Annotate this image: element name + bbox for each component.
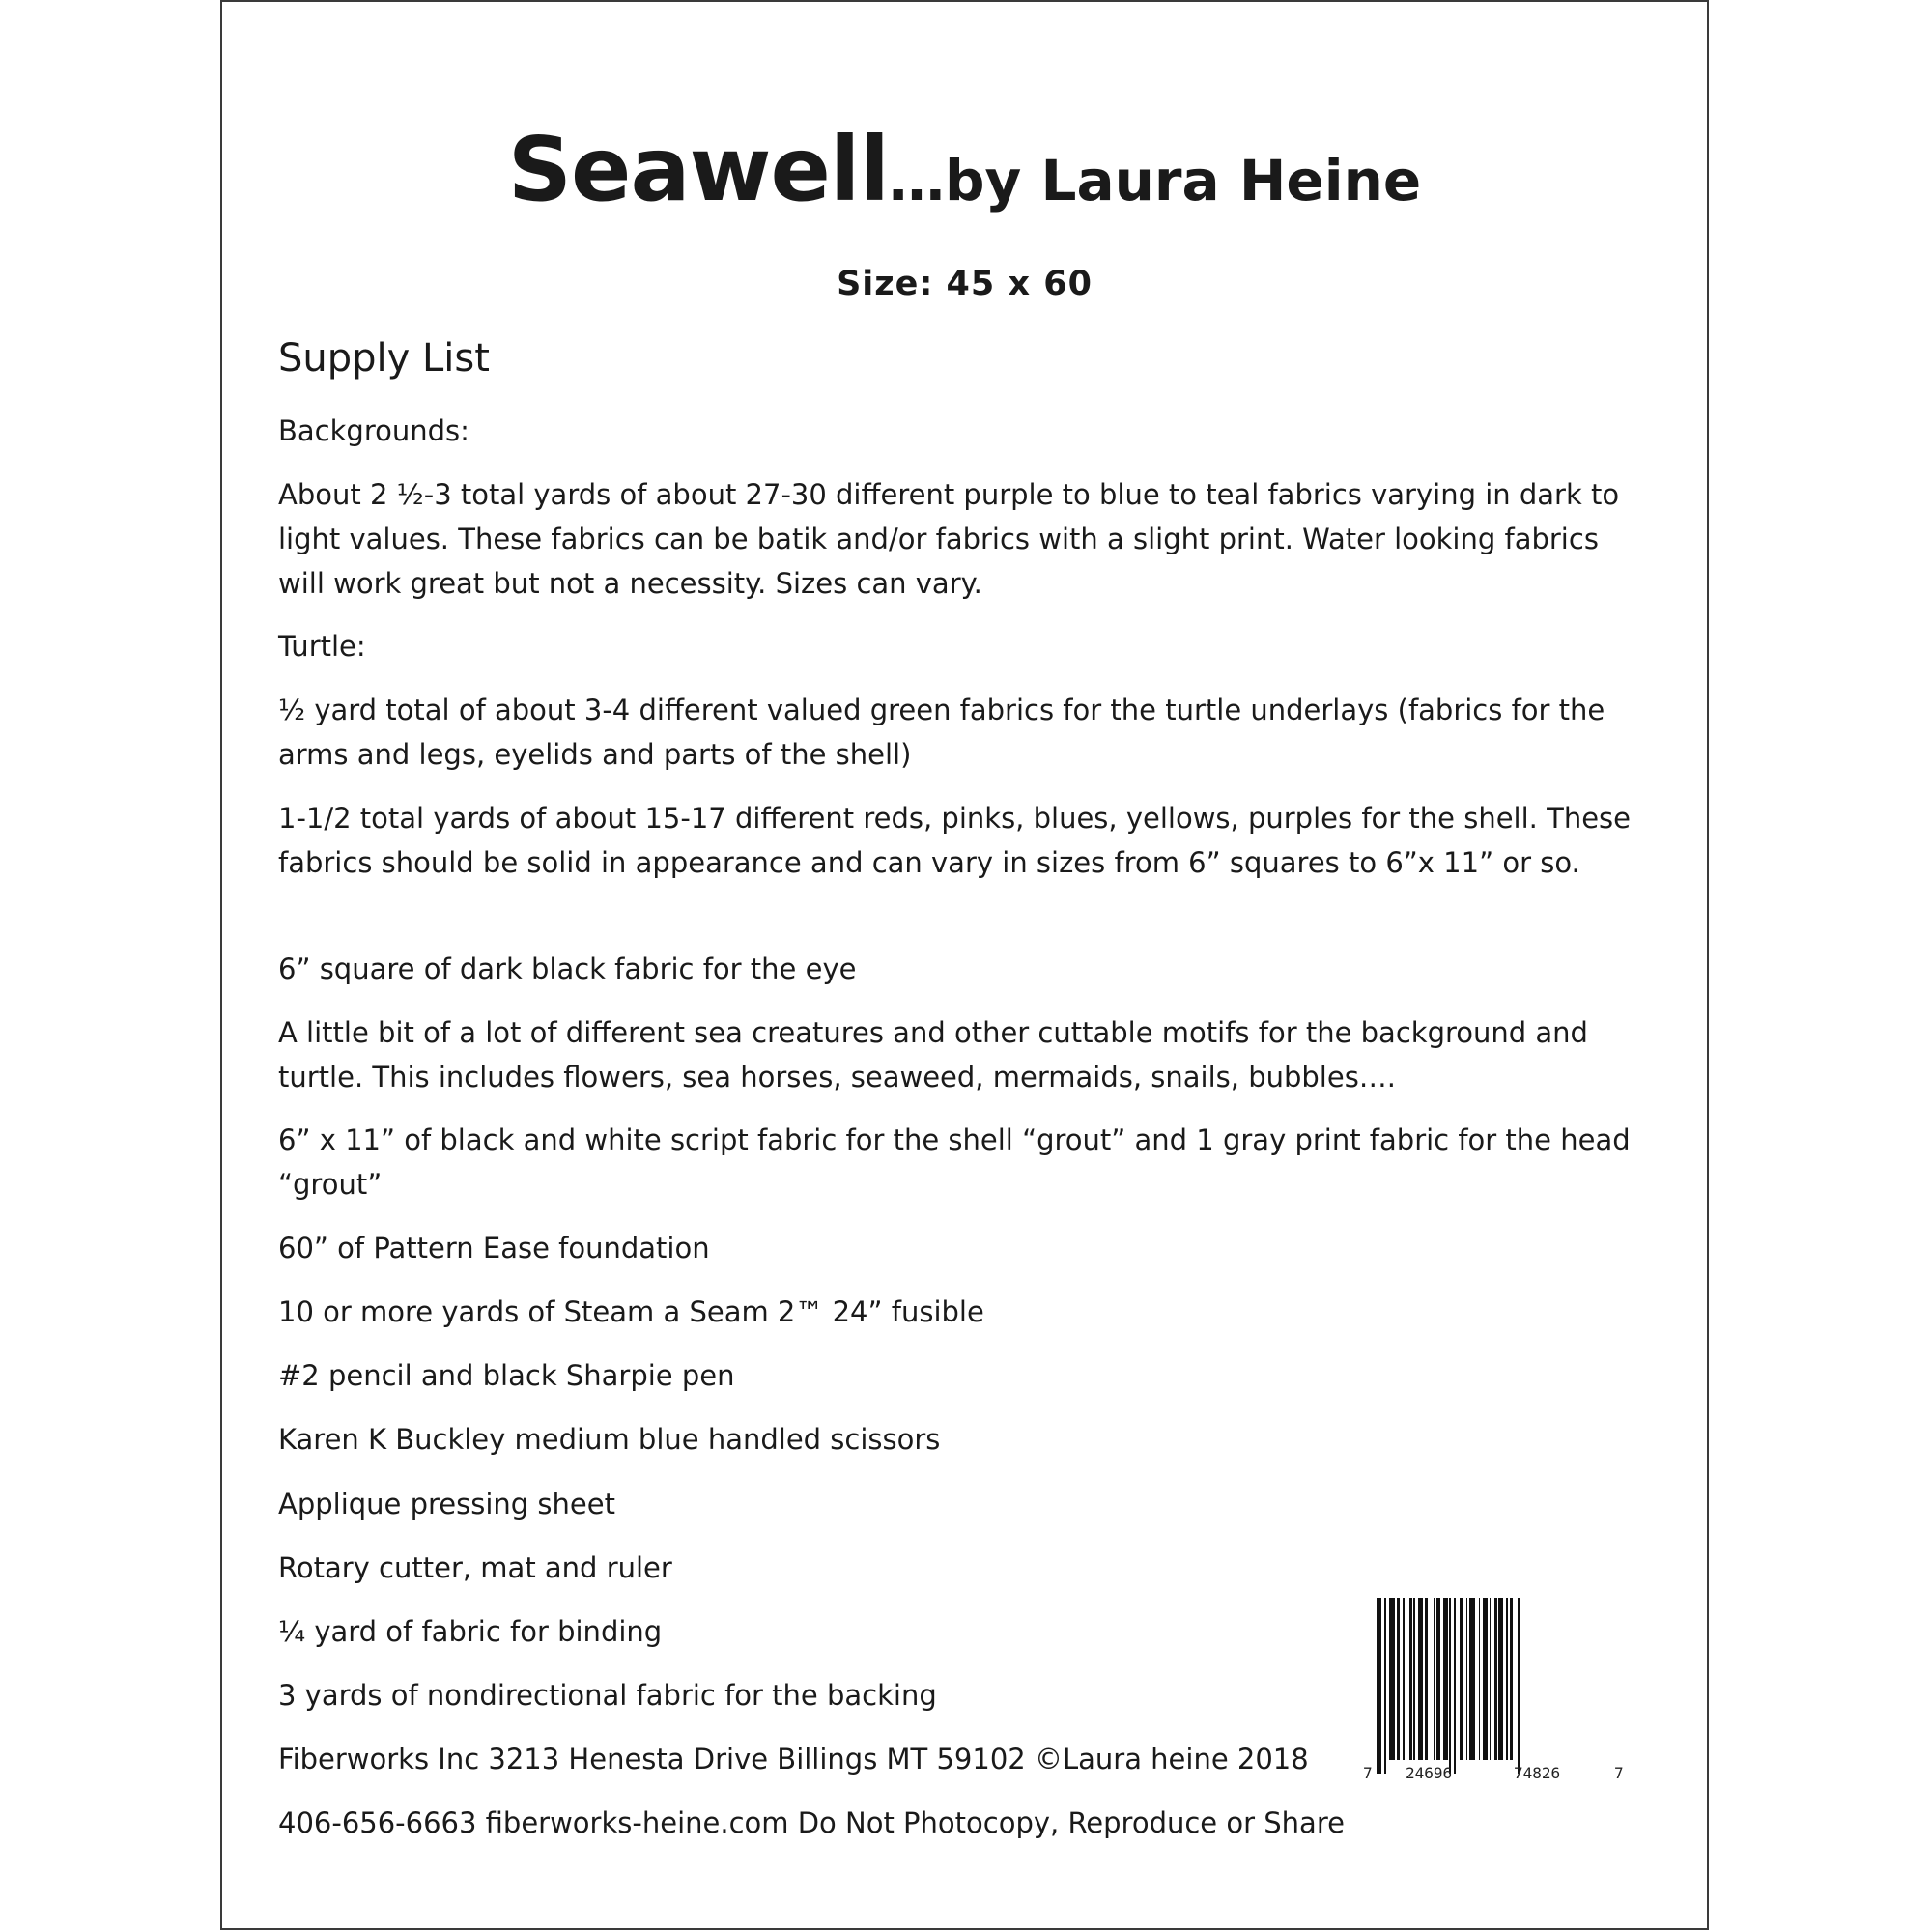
barcode-bar [1498,1598,1503,1760]
barcode-bar [1510,1598,1513,1760]
barcode-bar [1377,1598,1381,1774]
barcode-bar [1403,1598,1405,1760]
upc-barcode [1363,1598,1624,1782]
barcode-bar [1483,1598,1488,1760]
barcode-bar [1434,1598,1435,1760]
supply-item-binding: ¼ yard of fabric for binding [278,1615,663,1648]
barcode-first-digit: 7 [1363,1764,1373,1782]
supply-item-motifs: A little bit of a lot of different sea creatures and other cuttable motifs for the background and turtle. This includes flowers, sea horses, seaweed, mermaids, snails, bubbles…. [278,1016,1588,1094]
barcode-bar [1460,1598,1463,1760]
barcode-check-digit: 7 [1614,1764,1624,1782]
barcode-bar [1389,1598,1395,1760]
supply-item-pencil: #2 pencil and black Sharpie pen [278,1359,735,1392]
barcode-bar [1413,1598,1415,1760]
supply-item-turtle-underlays: ½ yard total of about 3-4 different valued green fabrics for the turtle underlays (fabrics for the arms and legs, eyelids and parts of the shell) [278,694,1605,771]
barcode-bar [1443,1598,1448,1760]
barcode-bar [1409,1598,1412,1760]
supply-item-scissors: Karen K Buckley medium blue handled scissors [278,1423,941,1456]
barcode-bar [1449,1598,1451,1774]
pattern-author: …by Laura Heine [888,148,1422,213]
barcode-bar [1469,1598,1475,1760]
publisher-address: Fiberworks Inc 3213 Henesta Drive Billings MT 59102 ©Laura heine 2018 [278,1743,1309,1776]
barcode-bar [1494,1598,1497,1760]
supply-item-backing: 3 yards of nondirectional fabric for the backing [278,1679,937,1712]
supply-item-foundation: 60” of Pattern Ease foundation [278,1232,710,1264]
barcode-bar [1384,1598,1386,1774]
supply-item-shell-fabrics: 1-1/2 total yards of about 15-17 different reds, pinks, blues, yellows, purples for the shell. These fabrics should be solid in appearance and can vary in sizes from 6” squares to 6”x 11” or so. [278,802,1631,879]
barcode-bar [1425,1598,1428,1760]
supply-item-pressing-sheet: Applique pressing sheet [278,1488,615,1520]
supply-list-heading: Supply List [278,336,490,381]
barcode-right-digits: 74826 [1514,1764,1561,1782]
supply-item-eye: 6” square of dark black fabric for the eye [278,952,857,985]
barcode-bar [1418,1598,1423,1760]
pattern-title [222,118,1707,221]
backgrounds-label: Backgrounds: [278,414,469,447]
barcode-bar [1466,1598,1468,1760]
pattern-back-cover [220,0,1709,1930]
barcode-bar [1479,1598,1481,1760]
supply-item-grout: 6” x 11” of black and white script fabric for the shell “grout” and 1 gray print fabric for the head “grout” [278,1123,1631,1201]
backgrounds-text: About 2 ½-3 total yards of about 27-30 different purple to blue to teal fabrics varying in dark to light values. These fabrics can be batik and/or fabrics with a slight print. Water looking fabrics will work great but not a necessity. Sizes can vary. [278,478,1620,600]
quilt-size: Size: 45 x 60 [837,265,1093,303]
supply-item-rotary-cutter: Rotary cutter, mat and ruler [278,1551,672,1584]
barcode-bar [1506,1598,1508,1760]
supply-item-fusible: 10 or more yards of Steam a Seam 2™ 24” fusible [278,1295,984,1328]
barcode-bar [1454,1598,1456,1774]
publisher-contact: 406-656-6663 fiberworks-heine.com Do Not Photocopy, Reproduce or Share [278,1806,1345,1839]
barcode-bar [1436,1598,1439,1760]
barcode-bar [1490,1598,1492,1760]
barcode-bar [1397,1598,1400,1760]
pattern-name: Seawell [507,118,889,221]
turtle-label: Turtle: [278,630,366,663]
barcode-bar [1518,1598,1520,1774]
barcode-left-digits: 24696 [1406,1764,1453,1782]
